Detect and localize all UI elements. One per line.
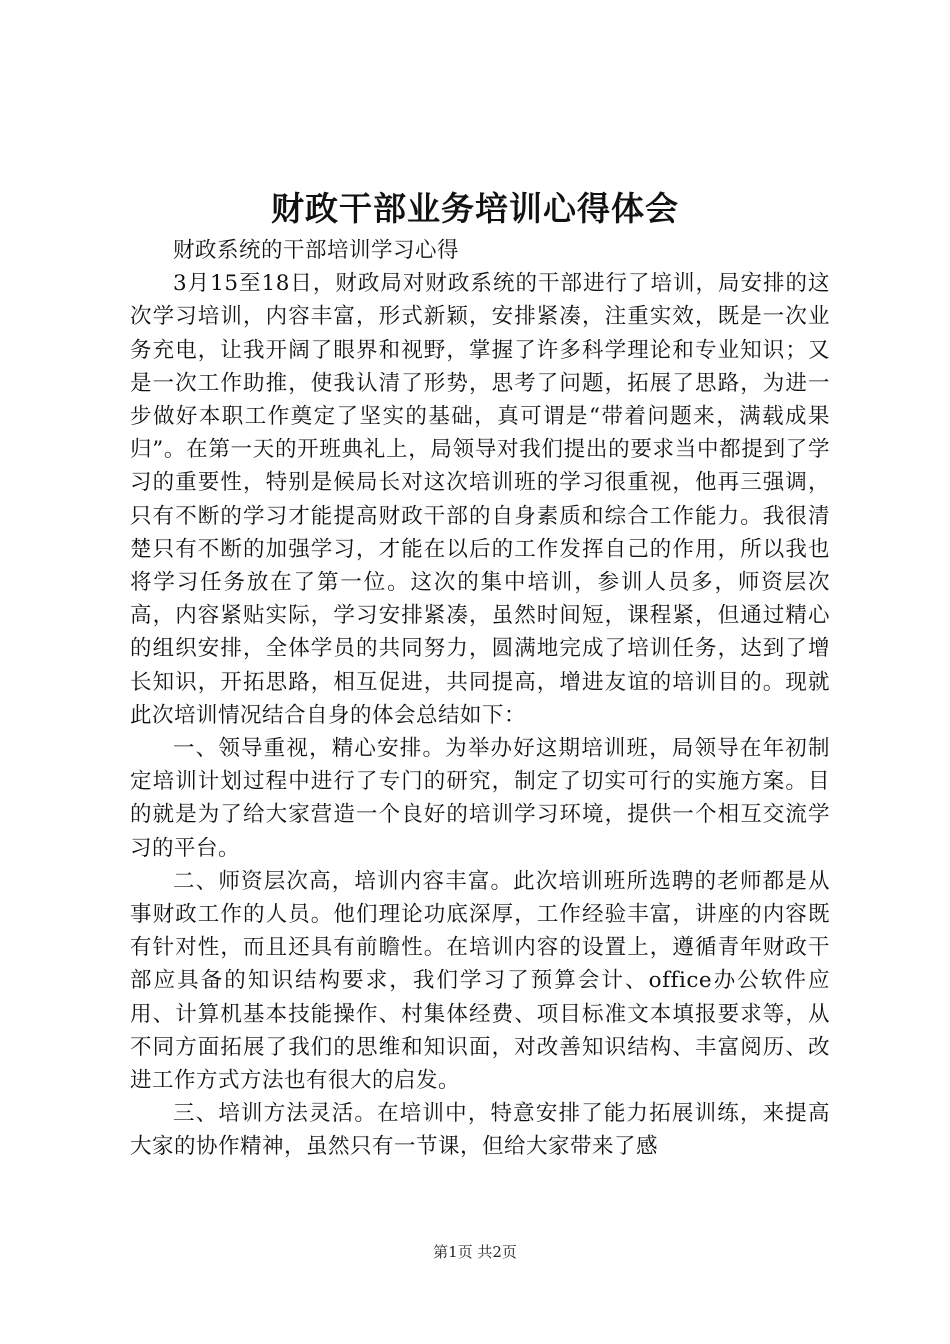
paragraph-section-1: 一、领导重视，精心安排。为举办好这期培训班，局领导在年初制定培训计划过程中进行了专门的研究，制定了切实可行的实施方案。目的就是为了给大家营造一个良好的培训学习环境，提供一个相互交流学习的平台。	[130, 736, 830, 861]
paragraph-section-3: 三、培训方法灵活。在培训中，特意安排了能力拓展训练，来提高大家的协作精神，虽然只有一节课，但给大家带来了感	[130, 1101, 830, 1160]
paragraph-section-2: 二、师资层次高，培训内容丰富。此次培训班所选聘的老师都是从事财政工作的人员。他们理论功底深厚，工作经验丰富，讲座的内容既有针对性，而且还具有前瞻性。在培训内容的设置上，遵循青年财政干部应具备的知识结构要求，我们学习了预算会计、office办公软件应用、计算机基本技能操作、村集体经费、项目标准文本填报要求等，从不同方面拓展了我们的思维和知识面，对改善知识结构、丰富阅历、改进工作方式方法也有很大的启发。	[130, 868, 830, 1094]
page-footer: 第1页 共2页	[433, 1243, 517, 1261]
paragraph-intro: 3月15至18日，财政局对财政系统的干部进行了培训，局安排的这次学习培训，内容丰富，形式新颖，安排紧凑，注重实效，既是一次业务充电，让我开阔了眼界和视野，掌握了许多科学理论和专业知识；又是一次工作助推，使我认清了形势，思考了问题，拓展了思路，为进一步做好本职工作奠定了坚实的基础，真可谓是“带着问题来，满载成果归”。在第一天的开班典礼上，局领导对我们提出的要求当中都提到了学习的重要性，特别是候局长对这次培训班的学习很重视，他再三强调，只有不断的学习才能提高财政干部的自身素质和综合工作能力。我很清楚只有不断的加强学习，才能在以后的工作发挥自己的作用，所以我也将学习任务放在了第一位。这次的集中培训，参训人员多，师资层次高，内容紧贴实际，学习安排紧凑，虽然时间短，课程紧，但通过精心的组织安排，全体学员的共同努力，圆满地完成了培训任务，达到了增长知识，开拓思路，相互促进，共同提高，增进友谊的培训目的。现就此次培训情况结合自身的体会总结如下：	[130, 271, 830, 728]
page-title: 财政干部业务培训心得体会	[271, 189, 679, 228]
document-body	[130, 234, 830, 1164]
document-subtitle: 财政系统的干部培训学习心得	[173, 238, 460, 263]
